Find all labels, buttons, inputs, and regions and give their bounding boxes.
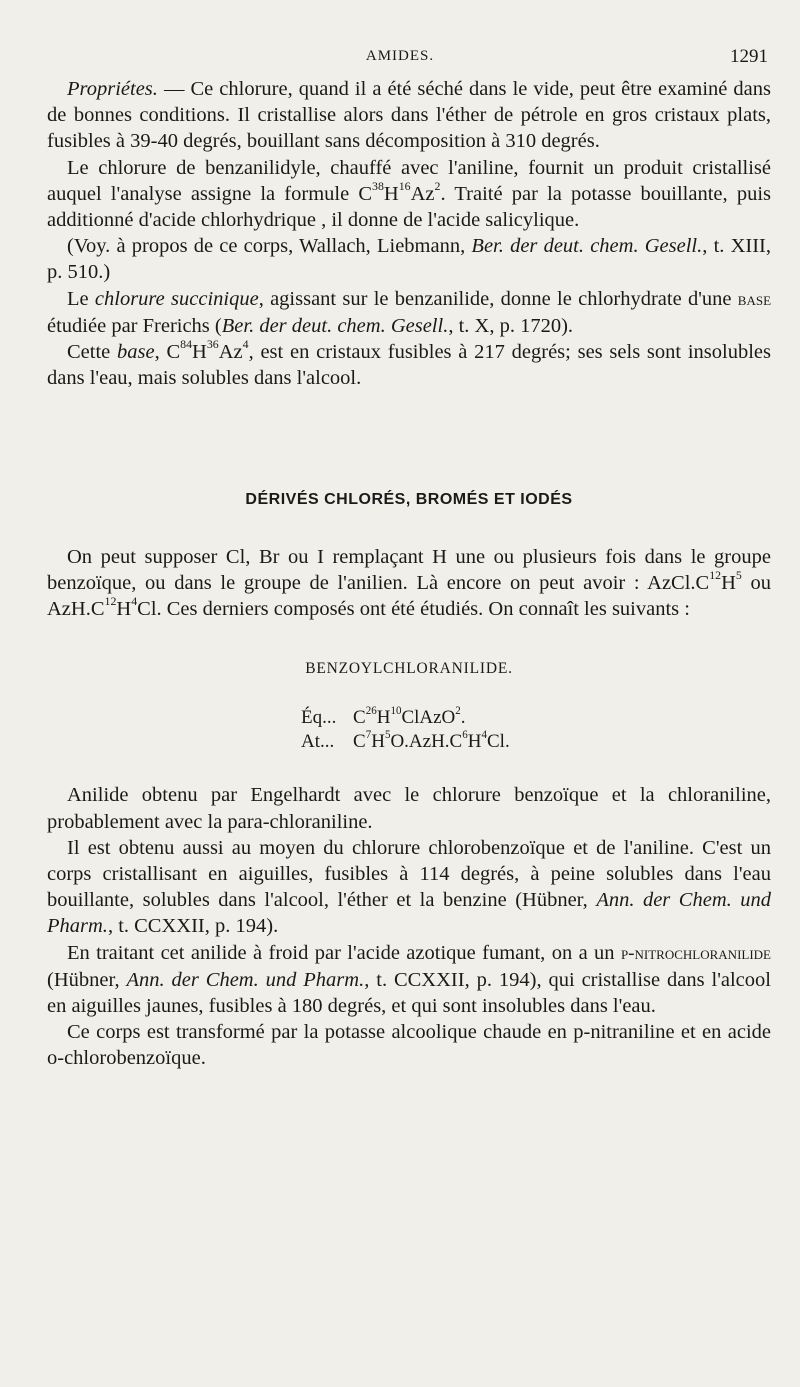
paragraph-base xyxy=(47,339,771,391)
text-run: Az xyxy=(218,341,243,364)
text-run: Il est obtenu aussi au moyen du chlorure chlorobenzoïque et de l'aniline. C'est un corps cristallisant en aiguilles, fusibles à 114 degrés, à peine solubles dans l'eau bouillante, solubles dans l'alcool, l'éther et la benzine (Hübner, xyxy=(47,836,771,912)
superscript: 10 xyxy=(390,705,402,718)
paragraph-properties xyxy=(47,76,771,155)
text-run: , est en cristaux fusibles à 217 degrés; ses sels sont insolubles dans l'eau, mais solubles dans l'alcool. xyxy=(47,341,771,390)
text-run: Le xyxy=(67,287,95,310)
page-number: 1291 xyxy=(730,46,768,67)
text-run: H xyxy=(376,707,391,729)
text-run: C xyxy=(353,707,366,729)
journal-citation: Ber. der deut. chem. Gesell. xyxy=(221,314,449,337)
paragraph-reference-wallach xyxy=(47,233,771,285)
text-run: Cl. Ces derniers composés ont été étudiés. On connaît les suivants : xyxy=(137,598,690,621)
formula-label: At... xyxy=(301,731,335,753)
compound-heading: BENZOYLCHLORANILIDE. xyxy=(305,660,513,678)
text-run: Le chlorure de benzanilidyle, chauffé avec l'aniline, fournit un produit cristallisé auquel l'analyse assigne la formule C xyxy=(47,156,771,205)
paragraph-chlorobenzoic-chloride xyxy=(47,835,771,940)
text-run: . Traité par la potasse bouillante, puis additionné d'acide chlorhydrique , il donne de l'acide salicylique. xyxy=(47,182,771,232)
text-run: On peut supposer Cl, Br ou I remplaçant H une ou plusieurs fois dans le groupe benzoïque, ou dans le groupe de l'anilien. Là encore on peut avoir : AzCl.C xyxy=(47,545,771,594)
superscript: 36 xyxy=(206,337,219,352)
page-header xyxy=(0,44,800,74)
text-run: H xyxy=(721,571,736,594)
superscript: 4 xyxy=(242,337,249,352)
formula-value xyxy=(353,730,510,754)
emphasis: base xyxy=(117,341,155,364)
journal-citation: Ann. der Chem. und Pharm. xyxy=(47,889,771,938)
paragraph-engelhardt: Anilide obtenu par Engelhardt avec le chlorure benzoïque et la chloraniline, probablement avec la para-chloraniline. xyxy=(47,784,771,833)
text-run: O.AzH.C xyxy=(390,731,463,753)
text-run: H xyxy=(467,731,482,753)
text-run: H xyxy=(116,598,132,621)
superscript: 7 xyxy=(365,729,372,742)
text-run: H xyxy=(192,341,207,364)
superscript: 6 xyxy=(462,729,468,742)
formula-label: Éq... xyxy=(301,707,337,729)
text-run: , t. XIII, p. 510.) xyxy=(47,235,772,284)
superscript: 26 xyxy=(365,705,377,718)
small-caps-term: base xyxy=(737,288,772,310)
superscript: 12 xyxy=(709,568,722,583)
superscript: 2 xyxy=(455,705,461,718)
journal-citation: Ber. der deut. chem. Gesell. xyxy=(471,235,703,258)
formula-equivalent xyxy=(301,706,771,730)
text-run: , t. CCXXII, p. 194). xyxy=(107,915,279,938)
running-title: AMIDES. xyxy=(365,48,435,64)
paragraph-transformation: Ce corps est transformé par la potasse alcoolique chaude en p-nitraniline et en acide o-chlorobenzoïque. xyxy=(47,1021,771,1070)
text-run: , t. X, p. 1720). xyxy=(448,314,574,337)
formula-value xyxy=(353,706,466,730)
superscript: 12 xyxy=(104,594,117,609)
formula-atomic xyxy=(301,730,771,754)
text-run: C xyxy=(353,731,366,753)
superscript: 16 xyxy=(398,179,411,194)
small-caps-term: p-nitrochloranilide xyxy=(620,942,771,964)
text-run: H xyxy=(383,182,399,205)
section-title: DÉRIVÉS CHLORÉS, BROMÉS ET IODÉS xyxy=(245,491,573,509)
text-run: , agissant sur le benzanilide, donne le chlorhydrate d'une xyxy=(258,287,738,310)
superscript: 38 xyxy=(372,179,384,194)
journal-citation: Ann. der Chem. und Pharm. xyxy=(126,968,365,991)
text-run: H xyxy=(371,731,385,753)
spacer xyxy=(47,391,771,461)
emphasis: chlorure succinique xyxy=(94,287,259,310)
formula-block xyxy=(301,706,771,754)
text-run: (Voy. à propos de ce corps, Wallach, Liebmann, xyxy=(67,235,472,258)
paragraph-halogen-derivatives xyxy=(47,544,771,623)
paragraph-nitration xyxy=(47,940,771,1020)
text-run: Cl. xyxy=(487,731,510,753)
paragraph-succinic-chloride xyxy=(47,286,771,339)
properties-lead: Propriétes. xyxy=(67,78,158,100)
text-run: Cette xyxy=(67,341,118,364)
properties-text: — Ce chlorure, quand il a été séché dans le vide, peut être examiné dans de bonnes conditions. Il cristallise alors dans l'éther de pétrole en gros cristaux plats, fusibles à 39-40 degrés, bouillant sans décomposition à 310 degrés. xyxy=(47,78,771,153)
superscript: 5 xyxy=(735,568,742,583)
superscript: 5 xyxy=(384,729,391,742)
text-run: . xyxy=(460,707,466,729)
text-run: étudiée par Frerichs ( xyxy=(47,314,222,337)
text-run: , C xyxy=(154,341,181,364)
text-run: En traitant cet anilide à froid par l'acide azotique fumant, on a un xyxy=(67,941,621,964)
text-run: ClAzO xyxy=(401,707,456,729)
text-run: Az xyxy=(410,182,435,205)
text-run: (Hübner, xyxy=(47,968,127,991)
superscript: 2 xyxy=(434,179,441,194)
body-text xyxy=(47,76,771,1072)
superscript: 84 xyxy=(180,337,193,352)
superscript: 4 xyxy=(481,729,487,742)
superscript: 4 xyxy=(131,594,138,609)
paragraph-benzanilidyl-chloride xyxy=(47,155,771,234)
text-run: ou AzH.C xyxy=(47,571,772,621)
text-run: , t. CCXXII, p. 194), qui cristallise dans l'alcool en aiguilles jaunes, fusibles à 180 degrés, et qui sont insolubles dans l'eau. xyxy=(47,968,771,1018)
